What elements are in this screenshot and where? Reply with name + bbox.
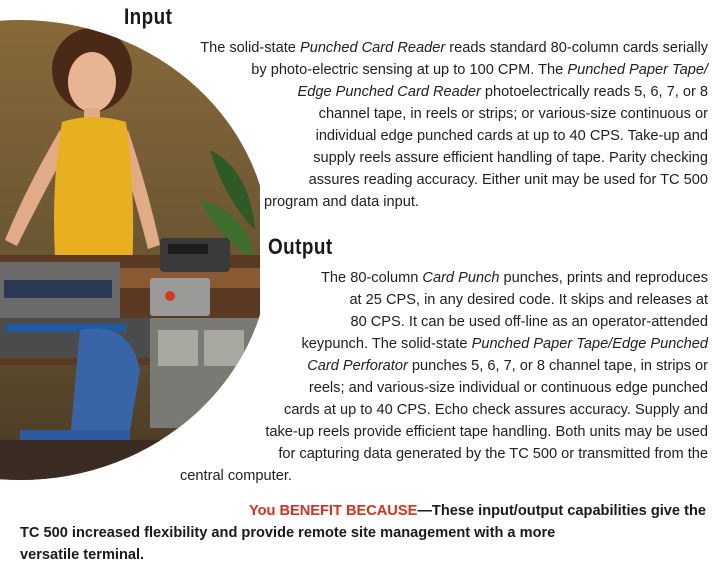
text-line: central computer.: [180, 468, 292, 484]
text-line: The 80-column Card Punch punches, prints and reproduces: [321, 270, 708, 286]
text-line: channel tape, in reels or strips; or various-size continuous or: [318, 106, 708, 122]
benefit-line-1: You BENEFIT BECAUSE—These input/output capabilities give the: [248, 503, 706, 519]
text-line: supply reels assure efficient handling of tape. Parity checking: [313, 150, 708, 166]
text-line: at 25 CPS, in any desired code. It skips and releases at: [349, 292, 708, 308]
input-heading: Input: [124, 4, 173, 29]
text-line: program and data input.: [264, 194, 419, 210]
output-heading: Output: [268, 234, 333, 259]
benefit-lead: You BENEFIT BECAUSE: [248, 503, 418, 519]
text-line: Edge Punched Card Reader photoelectrically reads 5, 6, 7, or 8: [297, 84, 708, 100]
text-line: take-up reels provide efficient tape handling. Both units may be used: [265, 424, 708, 440]
benefit-line-2: TC 500 increased flexibility and provide remote site management with a more: [20, 525, 556, 541]
text-line: keypunch. The solid-state Punched Paper Tape/Edge Punched: [301, 336, 708, 352]
text-line: by photo-electric sensing at up to 100 CPM. The Punched Paper Tape/: [251, 62, 708, 78]
text-line: individual edge punched cards at up to 40 CPS. Take-up and: [315, 128, 708, 144]
text-line: for capturing data generated by the TC 500 or transmitted from the: [278, 446, 708, 462]
office-photo: [0, 0, 260, 480]
text-line: The solid-state Punched Card Reader reads standard 80-column cards serially: [200, 40, 708, 56]
text-line: Card Perforator punches 5, 6, 7, or 8 channel tape, in strips or: [307, 358, 708, 374]
text-line: 80 CPS. It can be used off-line as an operator-attended: [350, 314, 708, 330]
text-line: cards at up to 40 CPS. Echo check assures accuracy. Supply and: [284, 402, 708, 418]
text-line: reels; and various-size individual or continuous edge punched: [308, 380, 708, 396]
benefit-line-3: versatile terminal.: [20, 547, 145, 563]
text-line: assures reading accuracy. Either unit may be used for TC 500: [308, 172, 708, 188]
